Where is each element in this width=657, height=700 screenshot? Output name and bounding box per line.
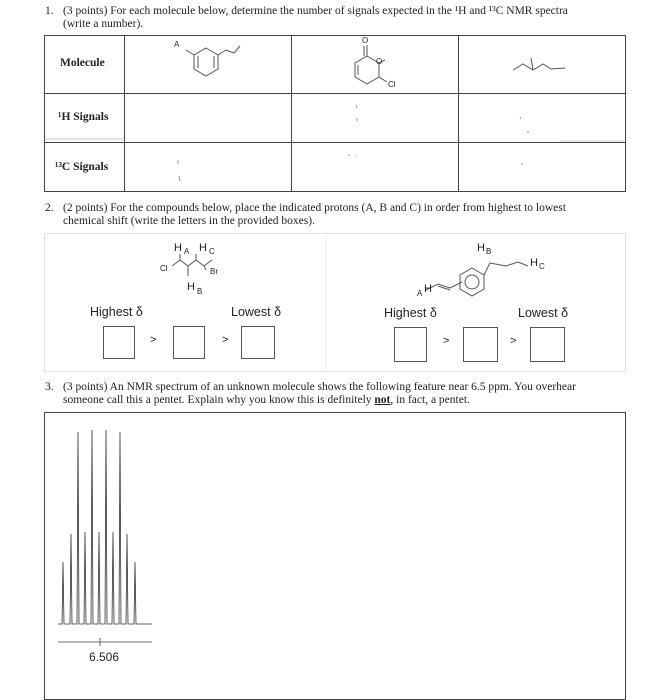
question-1-text-line1: (3 points) For each molecule below, determine the number of signals expected in the ¹H and ¹³C NMR spectra bbox=[63, 5, 568, 17]
q2-right-label-h-c: H bbox=[530, 257, 538, 269]
q2-right-label-h-b: H bbox=[477, 242, 485, 254]
question-3-text-line1: (3 points) An NMR spectrum of an unknown molecule shows the following feature near 6.5 ppm. You overhear bbox=[63, 381, 576, 393]
q2-left-lowest-label: Lowest δ bbox=[231, 305, 282, 319]
q2-left-highest-label: Highest δ bbox=[90, 305, 143, 319]
molecule-1-label-a: A bbox=[174, 40, 180, 49]
molecule-2-label-o-ring: O bbox=[376, 57, 383, 66]
q3-axis-label: 6.506 bbox=[89, 650, 120, 664]
q2-right-answer-box-2[interactable] bbox=[463, 327, 498, 362]
question-1-number: 1. bbox=[45, 5, 54, 17]
row-label-13c-signals: ¹³C Signals bbox=[55, 161, 109, 173]
q2-right-highest-label: Highest δ bbox=[384, 306, 437, 320]
question-3-number: 3. bbox=[45, 381, 54, 393]
q3-nmr-multiplet bbox=[52, 422, 162, 652]
q2-left-label-h-c: H bbox=[199, 242, 207, 254]
row-label-1h-signals: ¹H Signals bbox=[58, 111, 109, 123]
q2-right-label-b: B bbox=[486, 247, 492, 256]
q2-left-answer-box-1[interactable] bbox=[103, 326, 135, 359]
row-label-molecule: Molecule bbox=[60, 57, 105, 69]
q2-left-label-cl: Cl bbox=[160, 264, 168, 273]
q2-right-gt-1: > bbox=[443, 335, 450, 347]
q2-left-answer-box-2[interactable] bbox=[173, 326, 205, 359]
q2-left-label-b: B bbox=[197, 287, 203, 296]
q2-left-label-a: A bbox=[184, 247, 190, 256]
molecule-2-label-o-top: O bbox=[362, 36, 369, 45]
q2-left-label-h-b: H bbox=[187, 281, 195, 293]
q2-right-label-a: A bbox=[417, 289, 423, 298]
q2-right-answer-box-1[interactable] bbox=[394, 327, 427, 362]
q2-left-label-br: Br bbox=[210, 267, 218, 276]
q2-left-gt-2: > bbox=[222, 334, 229, 346]
question-1-text-line2: (write a number). bbox=[63, 18, 144, 30]
q2-left-answer-box-3[interactable] bbox=[241, 326, 275, 359]
question-3-not-emphasis: not bbox=[374, 394, 391, 406]
q2-left-label-h-a: H bbox=[174, 242, 182, 254]
q2-right-gt-2: > bbox=[510, 335, 517, 347]
molecule-2-label-cl: Cl bbox=[388, 80, 396, 89]
question-2-number: 2. bbox=[45, 202, 54, 214]
question-3-text-line2: someone call this a pentet. Explain why you know this is definitely not, in fact, a pentet. bbox=[63, 394, 470, 406]
q2-right-label-c: C bbox=[539, 262, 545, 271]
q2-right-label-h-a: H bbox=[424, 283, 432, 295]
q2-right-lowest-label: Lowest δ bbox=[518, 306, 569, 320]
q2-right-answer-box-3[interactable] bbox=[530, 327, 565, 362]
question-2-text-line1: (2 points) For the compounds below, place the indicated protons (A, B and C) in order from highest to lowest bbox=[63, 202, 566, 214]
q2-left-label-c: C bbox=[209, 247, 215, 256]
question-2-text-line2: chemical shift (write the letters in the provided boxes). bbox=[63, 215, 315, 227]
q2-left-gt-1: > bbox=[150, 334, 157, 346]
